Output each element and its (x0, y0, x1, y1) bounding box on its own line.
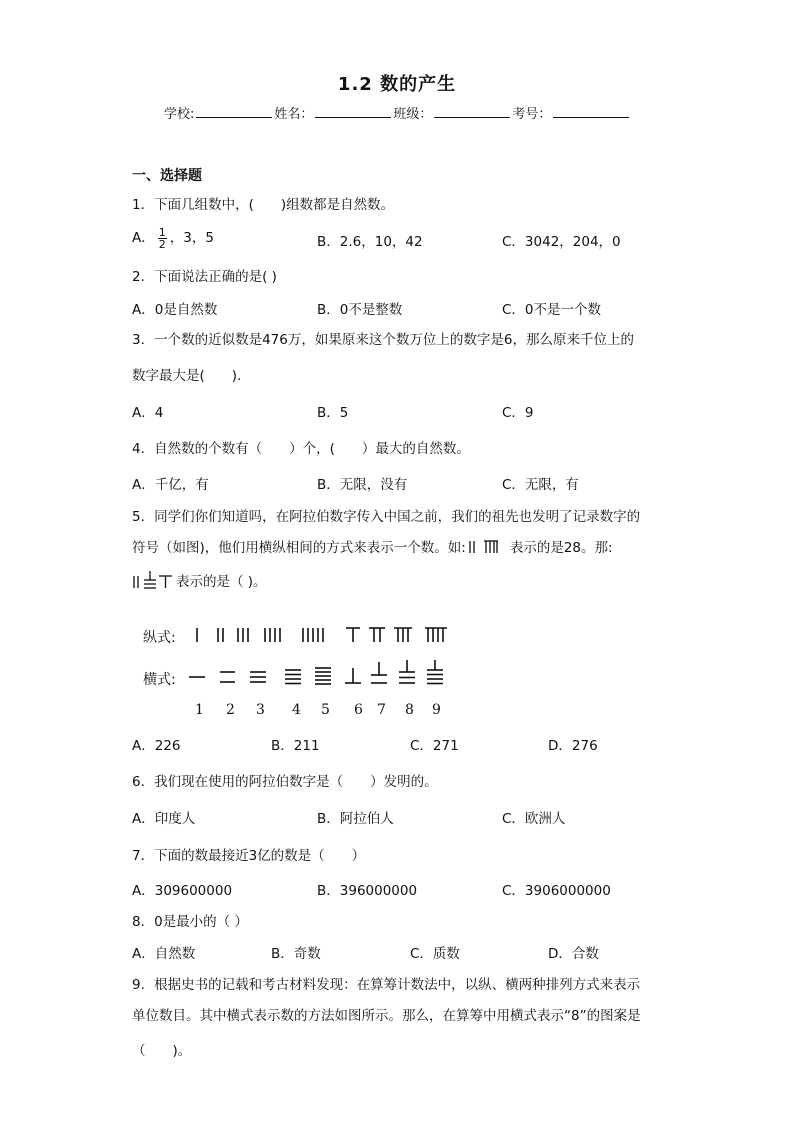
rod-numeral-question-icon (132, 571, 176, 589)
q1-option-b: B．2.6，10，42 (317, 234, 423, 250)
q8-option-c: C．质数 (410, 946, 460, 962)
horizontal-rod-5 (315, 668, 331, 684)
q5-option-c: C．271 (410, 738, 459, 754)
digit-label-7: 7 (377, 702, 386, 718)
q7-option-b: B．396000000 (317, 883, 418, 899)
vertical-rod-9 (425, 628, 447, 642)
q5-stem-line3 (132, 570, 267, 590)
q5-stem-line1: 5．同学们你们知道吗，在阿拉伯数字传入中国之前，我们的祖先也发明了记录数字的 (132, 509, 641, 525)
q3-option-a: A．4 (132, 405, 164, 421)
digit-label-1: 1 (195, 702, 204, 718)
q5-option-a: A．226 (132, 738, 181, 754)
name-label: 姓名： (274, 107, 314, 122)
digit-label-9: 9 (432, 702, 441, 718)
q6-stem: 6．我们现在使用的阿拉伯数字是（ ）发明的。 (132, 774, 438, 790)
q1-option-a (132, 226, 214, 250)
q1-stem: 1．下面几组数中，( )组数都是自然数。 (132, 197, 395, 213)
q4-option-b: B．无限，没有 (317, 477, 408, 493)
q4-option-a: A．千亿，有 (132, 477, 209, 493)
page-title: 1.2 数的产生 (337, 74, 457, 95)
vertical-rod-5 (303, 628, 323, 642)
q2-option-a: A．0是自然数 (132, 302, 218, 318)
vertical-rod-4 (265, 628, 280, 642)
horizontal-rod-6 (345, 668, 361, 683)
school-label: 学校: (164, 107, 195, 122)
digit-label-3: 3 (256, 702, 265, 718)
vertical-rod-2 (218, 628, 223, 642)
vertical-rod-6 (346, 628, 360, 642)
q9-stem-line3: （ )。 (132, 1043, 192, 1059)
q5-stem-line3-post: 表示的是（ )。 (176, 574, 267, 590)
q8-option-d: D．合数 (548, 946, 599, 962)
q4-option-c: C．无限，有 (502, 477, 579, 493)
q3-stem-line1: 3．一个数的近似数是476万，如果原来这个数万位上的数字是6，那么原来千位上的 (132, 332, 634, 348)
name-blank (315, 104, 391, 118)
q8-stem: 8．0是最小的（ ） (132, 914, 248, 930)
q1-option-a-rest: ，3，5 (169, 230, 214, 246)
digit-label-8: 8 (405, 702, 414, 718)
school-blank (196, 104, 272, 118)
horizontal-rod-3 (250, 672, 266, 682)
class-label: 班级： (393, 107, 433, 122)
q6-option-c: C．欧洲人 (502, 811, 566, 827)
q3-option-b: B．5 (317, 405, 349, 421)
horizontal-rod-9 (427, 660, 443, 684)
number-label: 考号： (512, 107, 552, 122)
q6-option-a: A．印度人 (132, 811, 196, 827)
q6-option-b: B．阿拉伯人 (317, 811, 394, 827)
q1-option-a-prefix: A． (132, 230, 155, 246)
horizontal-rod-2 (220, 672, 235, 682)
q7-option-c: C．3906000000 (502, 883, 611, 899)
digit-label-2: 2 (226, 702, 235, 718)
q1-option-c: C．3042，204，0 (502, 234, 621, 250)
q5-option-b: B．211 (271, 738, 320, 754)
fraction-numerator: 1 (158, 225, 166, 239)
q7-stem: 7．下面的数最接近3亿的数是（ ） (132, 848, 366, 864)
q3-option-c: C．9 (502, 405, 534, 421)
q4-stem: 4．自然数的个数有（ ）个，( ）最大的自然数。 (132, 441, 470, 457)
section-heading: 一、选择题 (132, 168, 202, 184)
student-info-line (164, 103, 631, 122)
q2-option-c: C．0不是一个数 (502, 302, 602, 318)
vertical-form-label: 纵式: (143, 630, 176, 646)
fraction (158, 227, 167, 250)
horizontal-rod-7 (371, 662, 387, 683)
q7-option-a: A．309600000 (132, 883, 233, 899)
q5-stem-line2 (132, 536, 613, 556)
number-blank (553, 104, 629, 118)
q5-option-d: D．276 (548, 738, 598, 754)
q9-stem-line1: 9．根据史书的记载和考古材料发现：在算筹计数法中，以纵、横两种排列方式来表示 (132, 977, 641, 993)
digit-label-4: 4 (292, 702, 301, 718)
horizontal-form-label: 横式: (143, 672, 176, 688)
digit-label-5: 5 (321, 702, 330, 718)
vertical-rod-8 (394, 628, 412, 642)
vertical-rod-3 (238, 628, 248, 642)
digit-label-6: 6 (354, 702, 363, 718)
q9-stem-line2: 单位数目。其中横式表示数的方法如图所示。那么，在算筹中用横式表示“8”的图案是 (132, 1008, 641, 1024)
q3-stem-line2: 数字最大是( ). (132, 368, 242, 384)
q5-stem-line2-post: 表示的是28。那: (509, 540, 613, 556)
horizontal-rod-4 (285, 670, 301, 684)
fraction-denominator: 2 (158, 237, 166, 251)
class-blank (434, 104, 510, 118)
q8-option-b: B．奇数 (271, 946, 321, 962)
q5-stem-line2-pre: 符号（如图)，他们用横纵相间的方式来表示一个数。如: (132, 540, 466, 556)
q8-option-a: A．自然数 (132, 946, 196, 962)
q2-stem: 2．下面说法正确的是( ) (132, 269, 277, 285)
rod-numeral-28-icon (466, 540, 510, 554)
vertical-rod-7 (369, 628, 385, 642)
q2-option-b: B．0不是整数 (317, 302, 403, 318)
horizontal-rod-8 (399, 660, 415, 683)
rod-numerals-figure (185, 620, 455, 692)
